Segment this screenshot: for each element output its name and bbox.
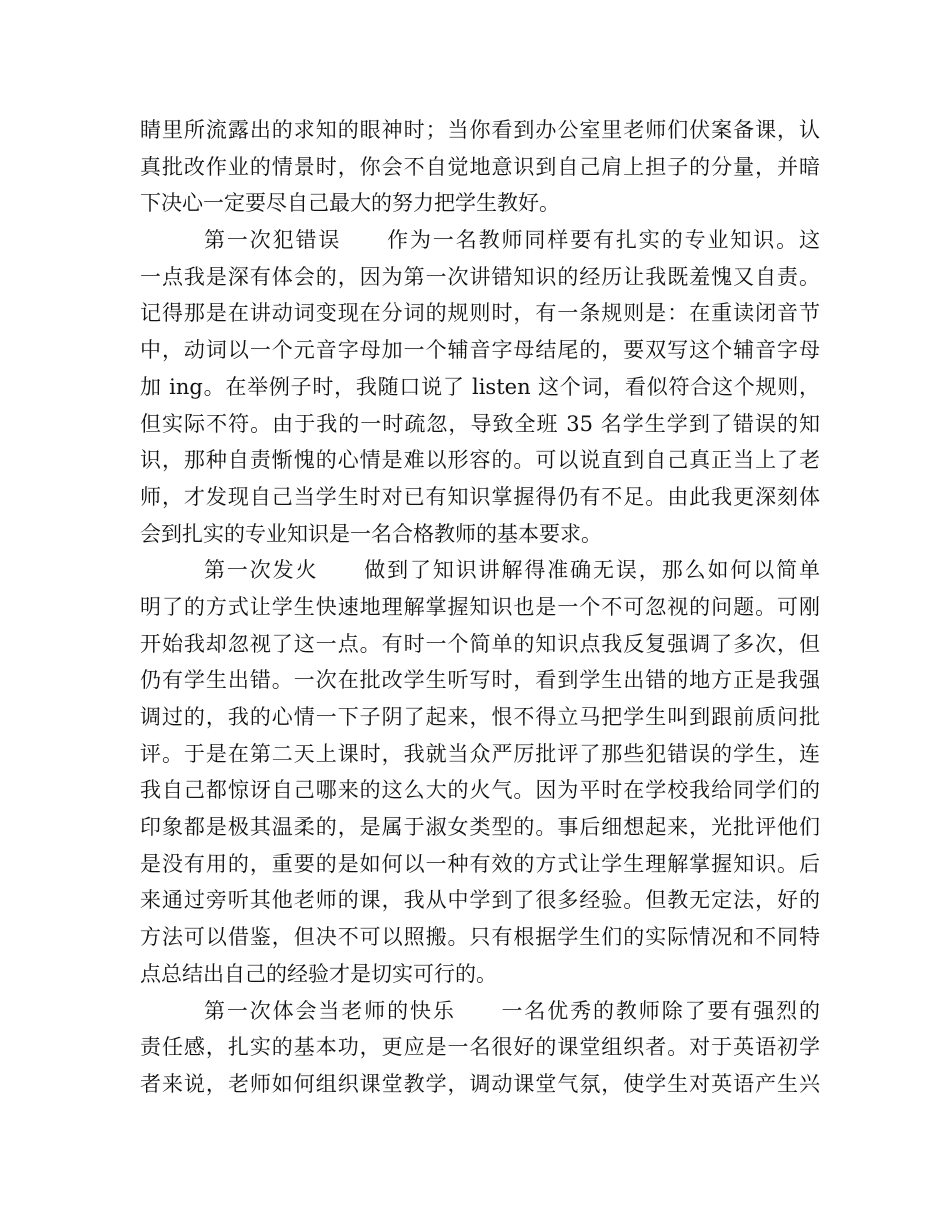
- section-heading-line: 第一次体会当老师的快乐 一名优秀的教师除了要有强烈的: [204, 998, 820, 1023]
- text-line: 调过的，我的心情一下子阴了起来，恨不得立马把学生叫到跟前质问批: [140, 705, 820, 729]
- text-line: 记得那是在讲动词变现在分词的规则时，有一条规则是：在重读闭音节: [140, 301, 820, 326]
- section-heading-line: 第一次发火 做到了知识讲解得准确无误，那么如何以简单: [204, 558, 820, 583]
- document-body: [140, 112, 820, 1103]
- text-line: 方法可以借鉴，但决不可以照搬。只有根据学生们的实际情况和不同特: [140, 925, 820, 950]
- text-line: 我自己都惊讶自己哪来的这么大的火气。因为平时在学校我给同学们的: [140, 778, 820, 803]
- text-line: 下决心一定要尽自己最大的努力把学生教好。: [140, 191, 560, 216]
- paragraph-first-mistake: [140, 222, 820, 552]
- paragraph-first-joy: [140, 993, 820, 1103]
- paragraph-first-anger: [140, 552, 820, 992]
- text-line: 明了的方式让学生快速地理解掌握知识也是一个不可忽视的问题。可刚: [140, 594, 820, 619]
- text-line: 是没有用的，重要的是如何以一种有效的方式让学生理解掌握知识。后: [140, 851, 820, 876]
- text-line: 印象都是极其温柔的，是属于淑女类型的。事后细想起来，光批评他们: [140, 815, 820, 840]
- text-line: 仍有学生出错。一次在批改学生听写时，看到学生出错的地方正是我强: [140, 668, 820, 693]
- text-line: 真批改作业的情景时，你会不自觉地意识到自己肩上担子的分量，并暗: [140, 154, 820, 179]
- text-line: 责任感，扎实的基本功，更应是一名很好的课堂组织者。对于英语初学: [140, 1035, 820, 1060]
- text-line: 师，才发现自己当学生时对已有知识掌握得仍有不足。由此我更深刻体: [140, 484, 820, 509]
- text-line: 会到扎实的专业知识是一名合格教师的基本要求。: [140, 521, 602, 546]
- text-line: 来通过旁听其他老师的课，我从中学到了很多经验。但教无定法，好的: [140, 888, 820, 913]
- text-line: 中，动词以一个元音字母加一个辅音字母结尾的，要双写这个辅音字母: [140, 338, 820, 363]
- text-line: 开始我却忽视了这一点。有时一个简单的知识点我反复强调了多次，但: [140, 631, 820, 656]
- text-line: 者来说，老师如何组织课堂教学，调动课堂气氛，使学生对英语产生兴: [140, 1071, 820, 1096]
- paragraph-intro-end: [140, 112, 820, 222]
- text-line: 评。于是在第二天上课时，我就当众严厉批评了那些犯错误的学生，连: [140, 741, 820, 766]
- text-line: 点总结出自己的经验才是切实可行的。: [140, 961, 497, 986]
- text-line: 睛里所流露出的求知的眼神时；当你看到办公室里老师们伏案备课，认: [140, 118, 820, 142]
- text-line: 加 ing。在举例子时，我随口说了 listen 这个词，看似符合这个规则，: [140, 374, 820, 399]
- text-line: 一点我是深有体会的，因为第一次讲错知识的经历让我既羞愧又自责。: [140, 264, 820, 289]
- text-line: 识，那种自责惭愧的心情是难以形容的。可以说直到自己真正当上了老: [140, 448, 820, 473]
- text-line: 但实际不符。由于我的一时疏忽，导致全班 35 名学生学到了错误的知: [140, 411, 820, 436]
- section-heading-line: 第一次犯错误 作为一名教师同样要有扎实的专业知识。这: [204, 228, 820, 253]
